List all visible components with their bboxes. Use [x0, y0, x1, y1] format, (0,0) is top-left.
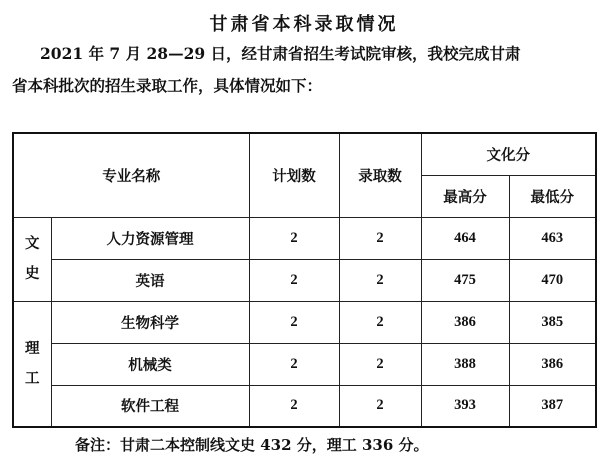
table-row: [13, 343, 596, 385]
plan-cell: 2: [249, 217, 339, 259]
category-liberal-arts: 文 史: [13, 217, 51, 301]
max-score-cell: 393: [421, 385, 509, 427]
category-science-engineering: 理 工: [13, 301, 51, 427]
admit-cell: 2: [339, 343, 421, 385]
min-score-cell: 386: [509, 343, 596, 385]
header-min-score: 最低分: [509, 175, 596, 217]
header-max-score: 最高分: [421, 175, 509, 217]
table-row: [13, 217, 596, 259]
admit-cell: 2: [339, 385, 421, 427]
plan-cell: 2: [249, 301, 339, 343]
intro-paragraph-line-2: 省本科批次的招生录取工作，具体情况如下：: [12, 76, 323, 95]
major-cell: 软件工程: [51, 385, 249, 427]
min-score-cell: 463: [509, 217, 596, 259]
header-plan: 计划数: [249, 133, 339, 217]
major-cell: 英语: [51, 259, 249, 301]
table-row: [13, 259, 596, 301]
min-score-cell: 470: [509, 259, 596, 301]
header-admit: 录取数: [339, 133, 421, 217]
intro-paragraph-line-1: 2021 年 7 月 28—29 日，经甘肃省招生考试院审核，我校完成甘肃: [40, 44, 521, 63]
max-score-cell: 388: [421, 343, 509, 385]
major-cell: 生物科学: [51, 301, 249, 343]
admit-cell: 2: [339, 259, 421, 301]
plan-cell: 2: [249, 343, 339, 385]
max-score-cell: 475: [421, 259, 509, 301]
admit-cell: 2: [339, 301, 421, 343]
footnote: 备注：甘肃二本控制线文史 432 分，理工 336 分。: [75, 436, 429, 454]
plan-cell: 2: [249, 385, 339, 427]
min-score-cell: 385: [509, 301, 596, 343]
admit-cell: 2: [339, 217, 421, 259]
table-row: [13, 301, 596, 343]
min-score-cell: 387: [509, 385, 596, 427]
header-culture-score: 文化分: [421, 133, 596, 175]
admission-table: [12, 132, 597, 428]
page-title: 甘肃省本科录取情况: [209, 14, 399, 35]
header-major: 专业名称: [13, 133, 249, 217]
plan-cell: 2: [249, 259, 339, 301]
max-score-cell: 464: [421, 217, 509, 259]
max-score-cell: 386: [421, 301, 509, 343]
table-row: [13, 385, 596, 427]
major-cell: 人力资源管理: [51, 217, 249, 259]
major-cell: 机械类: [51, 343, 249, 385]
